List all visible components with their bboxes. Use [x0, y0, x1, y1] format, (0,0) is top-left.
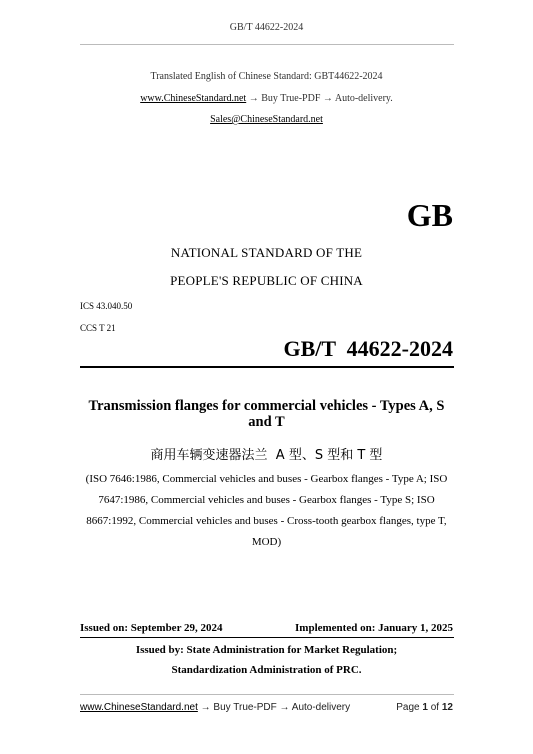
gb-logo: GB — [406, 197, 453, 233]
issued-on: Issued on: September 29, 2024 — [80, 622, 223, 634]
issued-by-line-1: Issued by: State Administration for Market Regulation; — [135, 644, 398, 656]
issued-by-line-2: Standardization Administration of PRC. — [171, 664, 362, 676]
buy-line — [0, 93, 533, 104]
page-total: 12 — [441, 702, 453, 713]
footer-buy-text: → Buy True-PDF → Auto-delivery — [197, 702, 351, 713]
sales-email-link[interactable]: Sales@ChineseStandard.net — [210, 114, 323, 125]
page-indicator — [396, 702, 453, 713]
title-en-line-2: and T — [248, 414, 285, 430]
page-label: Page — [396, 702, 420, 713]
iso-ref-line: MOD) — [251, 536, 282, 548]
sales-line — [0, 114, 533, 125]
footer-divider — [80, 694, 454, 695]
issue-divider — [80, 637, 454, 638]
title-en-line-1: Transmission flanges for commercial vehicles - Types A, S — [88, 398, 445, 414]
footer-buy-line — [80, 702, 350, 713]
iso-ref-line: (ISO 7646:1986, Commercial vehicles and buses - Gearbox flanges - Type A; ISO — [85, 473, 448, 485]
footer-site-link[interactable]: www.ChineseStandard.net — [80, 702, 198, 713]
national-line-1: NATIONAL STANDARD OF THE — [170, 245, 363, 260]
page-current: 1 — [422, 702, 428, 713]
running-header: GB/T 44622-2024 — [229, 22, 304, 33]
iso-ref-line: 8667:1992, Commercial vehicles and buses - Cross-tooth gearbox flanges, type T, — [86, 515, 447, 527]
iso-ref-line: 7647:1986, Commercial vehicles and buses - Gearbox flanges - Type S; ISO — [98, 494, 435, 506]
translated-line: Translated English of Chinese Standard: GBT44622-2024 — [150, 71, 383, 82]
implemented-on: Implemented on: January 1, 2025 — [295, 622, 453, 634]
ics-code: ICS 43.040.50 — [80, 301, 133, 311]
buy-text: → Buy True-PDF → Auto-delivery. — [246, 93, 393, 104]
site-link[interactable]: www.ChineseStandard.net — [140, 93, 247, 104]
title-cn: 商用车辆变速器法兰 A 型、S 型和 T 型 — [150, 448, 383, 463]
ccs-code: CCS T 21 — [80, 323, 116, 333]
national-line-2: PEOPLE'S REPUBLIC OF CHINA — [170, 273, 363, 288]
title-divider — [80, 366, 454, 368]
standard-number: GB/T 44622-2024 — [283, 336, 453, 361]
header-divider — [80, 44, 454, 45]
page-of: of — [430, 702, 440, 713]
iso-reference — [0, 469, 533, 553]
